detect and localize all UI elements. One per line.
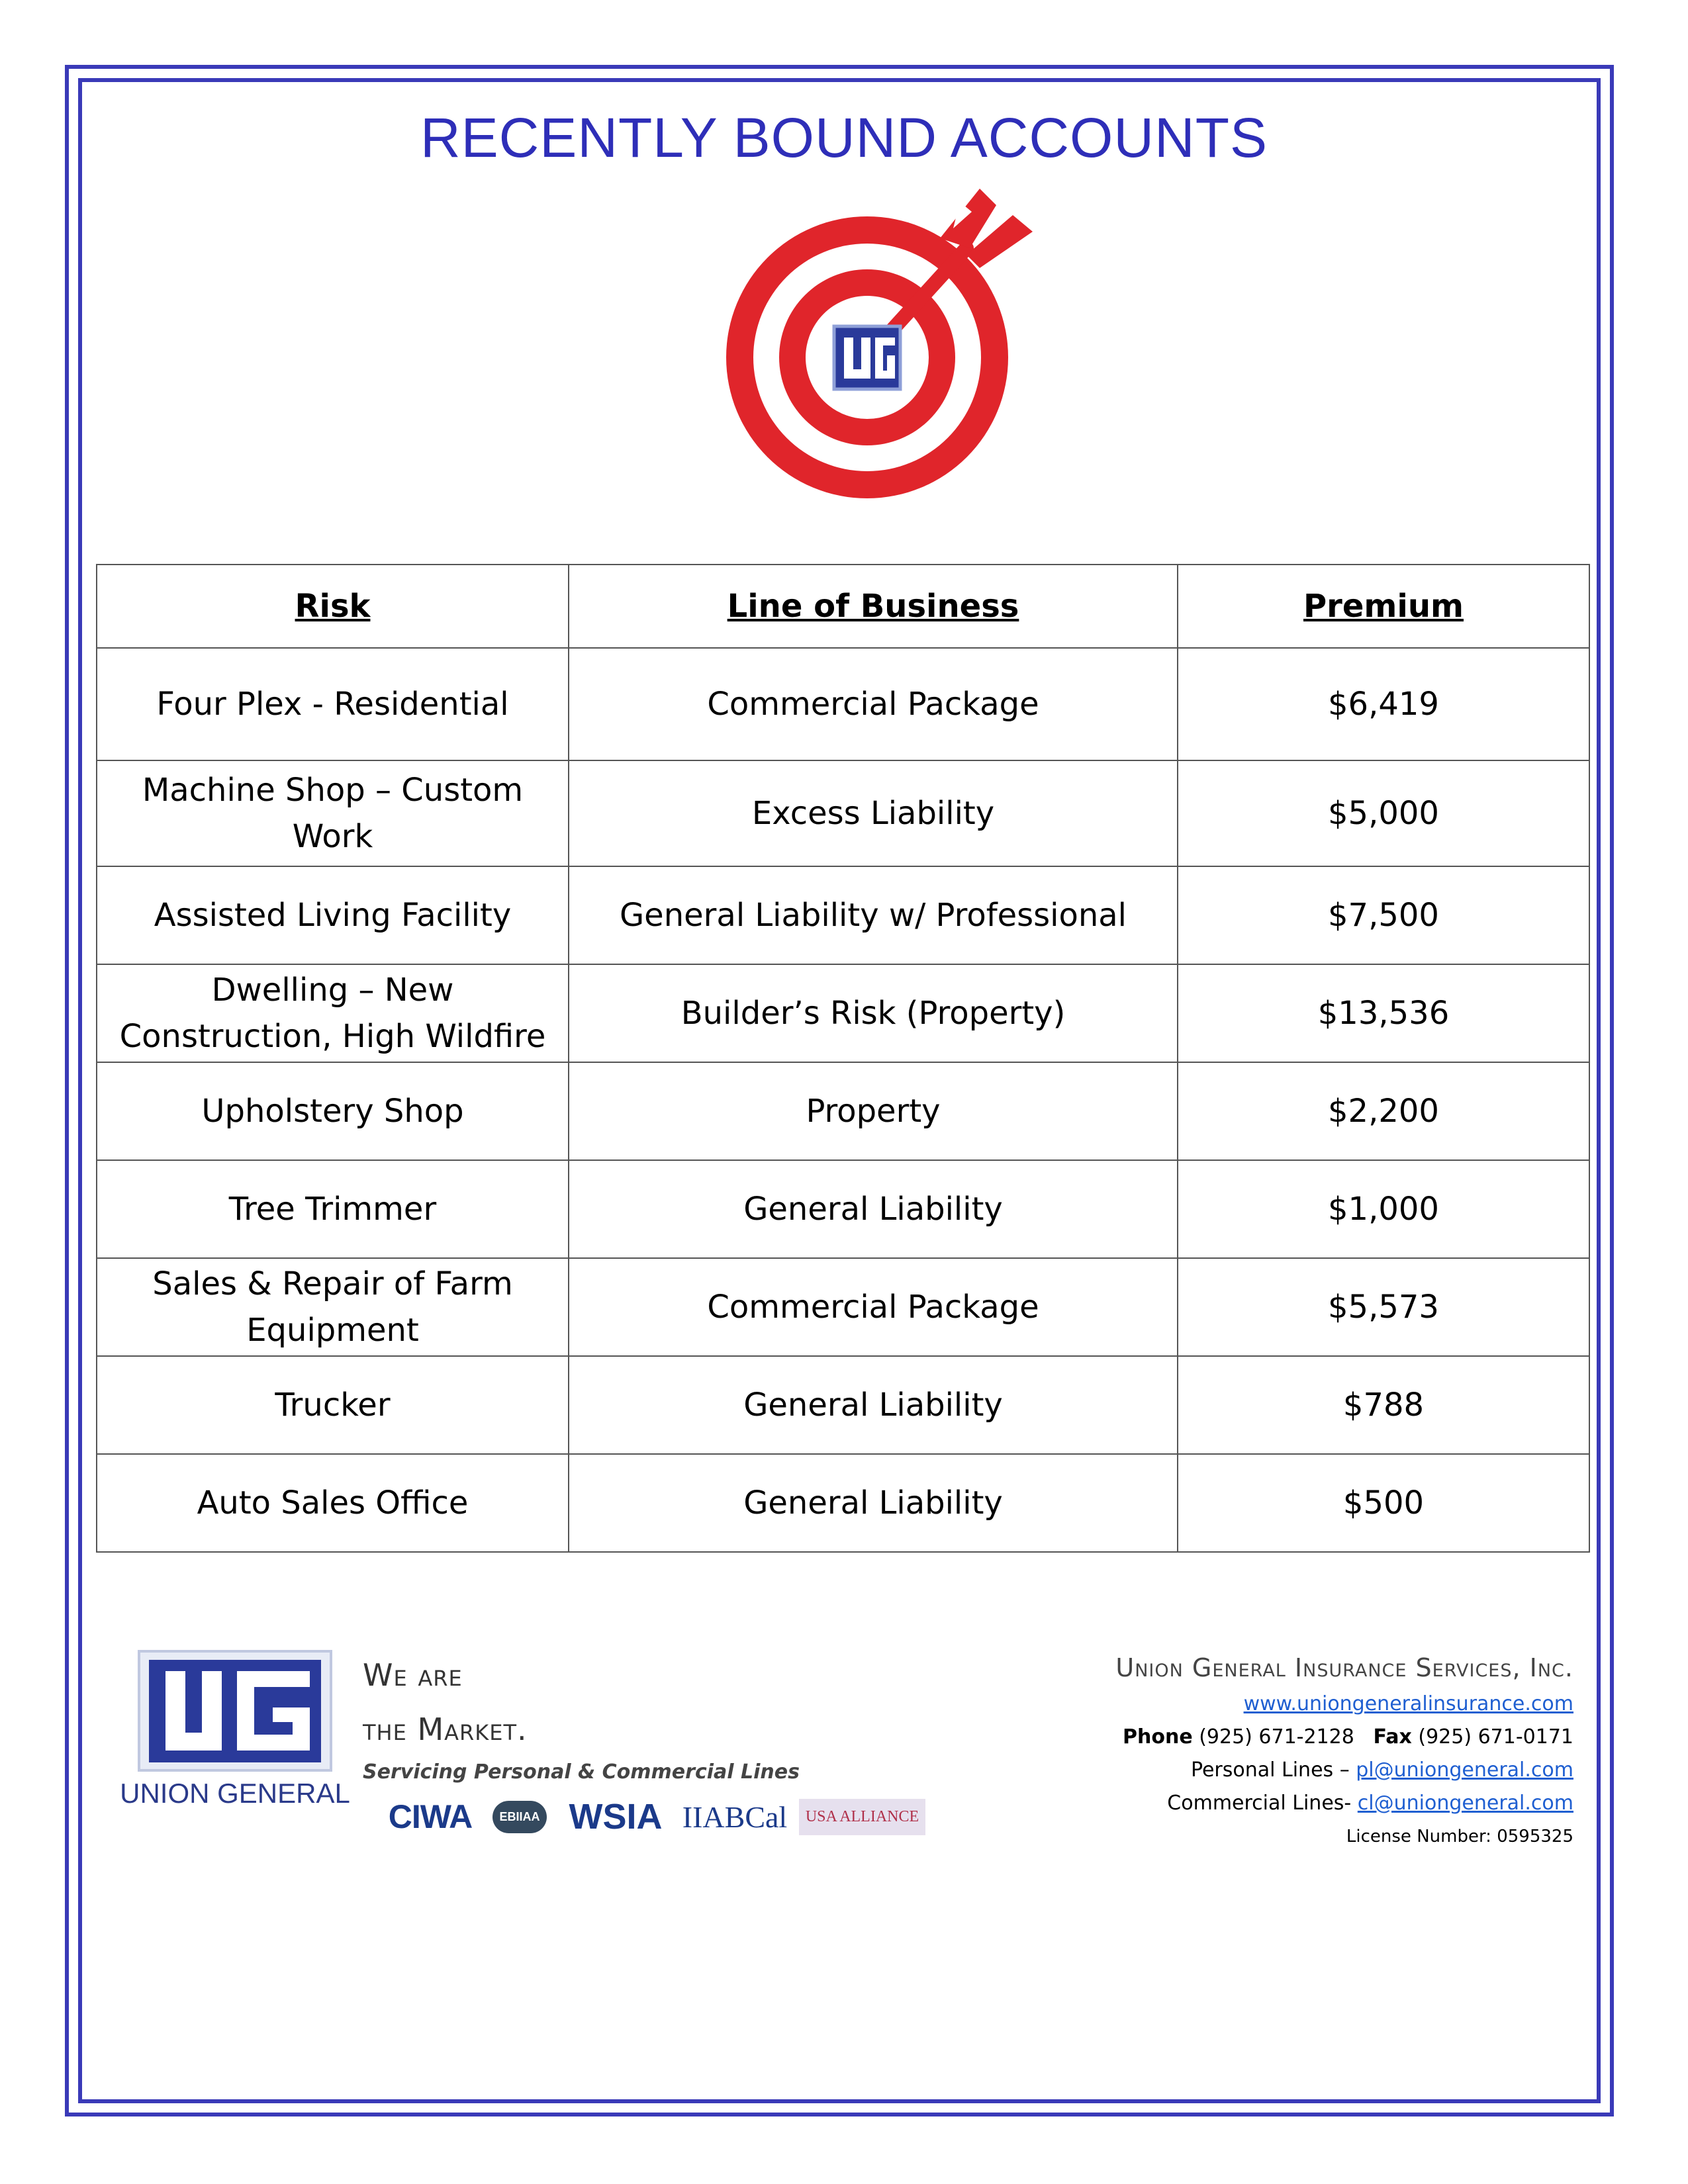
cell-premium: $5,573 — [1178, 1258, 1589, 1356]
fax-number: (925) 671-0171 — [1418, 1725, 1573, 1749]
table-row — [97, 1258, 1589, 1356]
table-row — [97, 1062, 1589, 1160]
page-title: RECENTLY BOUND ACCOUNTS — [420, 107, 1268, 169]
personal-lines-email-link[interactable]: pl@uniongeneral.com — [1356, 1758, 1573, 1782]
cell-risk: Assisted Living Facility — [97, 866, 569, 964]
cell-premium: $1,000 — [1178, 1160, 1589, 1258]
table-row — [97, 1454, 1589, 1552]
header-premium: Premium — [1178, 565, 1589, 648]
table-row — [97, 1160, 1589, 1258]
wsia-logo-text: WSIA — [569, 1797, 663, 1837]
tagline: Servicing Personal & Commercial Lines — [363, 1760, 800, 1784]
fax-label: Fax — [1373, 1725, 1412, 1749]
cell-risk: Sales & Repair of Farm Equipment — [97, 1258, 569, 1356]
cell-premium: $2,200 — [1178, 1062, 1589, 1160]
cell-premium: $5,000 — [1178, 760, 1589, 866]
cell-premium: $500 — [1178, 1454, 1589, 1552]
contact-block — [1115, 1648, 1573, 1853]
cell-premium: $13,536 — [1178, 964, 1589, 1062]
ciwa-logo — [377, 1794, 483, 1840]
table-header-row — [97, 565, 1589, 648]
personal-lines-line — [1115, 1754, 1573, 1787]
table-row — [97, 760, 1589, 866]
phone-fax-line — [1115, 1721, 1573, 1754]
commercial-lines-line — [1115, 1787, 1573, 1820]
ciwa-logo-text: CIWA — [388, 1798, 473, 1835]
cell-risk: Trucker — [97, 1356, 569, 1454]
company-name: Union General Insurance Services, Inc. — [1115, 1653, 1573, 1682]
cell-risk: Machine Shop – Custom Work — [97, 760, 569, 866]
phone-number: (925) 671-2128 — [1199, 1725, 1354, 1749]
cell-line-of-business: Builder’s Risk (Property) — [569, 964, 1178, 1062]
table-row — [97, 648, 1589, 760]
personal-lines-label: Personal Lines – — [1190, 1758, 1350, 1782]
ebiiaa-logo — [483, 1794, 556, 1840]
table-row — [97, 866, 1589, 964]
commercial-lines-label: Commercial Lines- — [1167, 1792, 1352, 1815]
commercial-lines-email-link[interactable]: cl@uniongeneral.com — [1357, 1792, 1573, 1815]
table-row — [97, 1356, 1589, 1454]
cell-risk: Dwelling – New Construction, High Wildfire — [97, 964, 569, 1062]
bound-accounts-table — [96, 564, 1590, 1553]
cell-line-of-business: Commercial Package — [569, 1258, 1178, 1356]
cell-premium: $7,500 — [1178, 866, 1589, 964]
usa-alliance-logo — [788, 1794, 937, 1840]
cell-line-of-business: General Liability — [569, 1356, 1178, 1454]
ug-emblem-icon — [119, 1648, 351, 1778]
website-link[interactable]: www.uniongeneralinsurance.com — [1243, 1692, 1573, 1715]
header-risk: Risk — [97, 565, 569, 648]
target-logo — [702, 175, 1046, 506]
cell-line-of-business: Property — [569, 1062, 1178, 1160]
cell-line-of-business: Commercial Package — [569, 648, 1178, 760]
cell-risk: Auto Sales Office — [97, 1454, 569, 1552]
cell-line-of-business: Excess Liability — [569, 760, 1178, 866]
cell-line-of-business: General Liability — [569, 1160, 1178, 1258]
usa-alliance-logo-text: USA ALLIANCE — [799, 1799, 925, 1835]
cell-line-of-business: General Liability w/ Professional — [569, 866, 1178, 964]
phone-label: Phone — [1123, 1725, 1193, 1749]
cell-risk: Tree Trimmer — [97, 1160, 569, 1258]
ebiiaa-logo-text: EBIIAA — [492, 1801, 546, 1833]
slogan-line-2: the Market. — [363, 1711, 528, 1747]
table-row — [97, 964, 1589, 1062]
iiabcal-logo — [682, 1794, 788, 1840]
cell-risk: Upholstery Shop — [97, 1062, 569, 1160]
cell-premium: $6,419 — [1178, 648, 1589, 760]
header-line-of-business: Line of Business — [569, 565, 1178, 648]
license-number: License Number: 0595325 — [1346, 1827, 1573, 1846]
slogan — [363, 1648, 800, 1784]
wsia-logo — [559, 1794, 672, 1840]
cell-line-of-business: General Liability — [569, 1454, 1178, 1552]
slogan-line-1: We are — [363, 1657, 463, 1693]
brand-name: UNION GENERAL — [120, 1778, 350, 1809]
cell-premium: $788 — [1178, 1356, 1589, 1454]
association-logos — [377, 1794, 940, 1840]
cell-risk: Four Plex - Residential — [97, 648, 569, 760]
iiabcal-logo-text: IIABCal — [682, 1799, 788, 1834]
union-general-logo — [119, 1648, 351, 1820]
